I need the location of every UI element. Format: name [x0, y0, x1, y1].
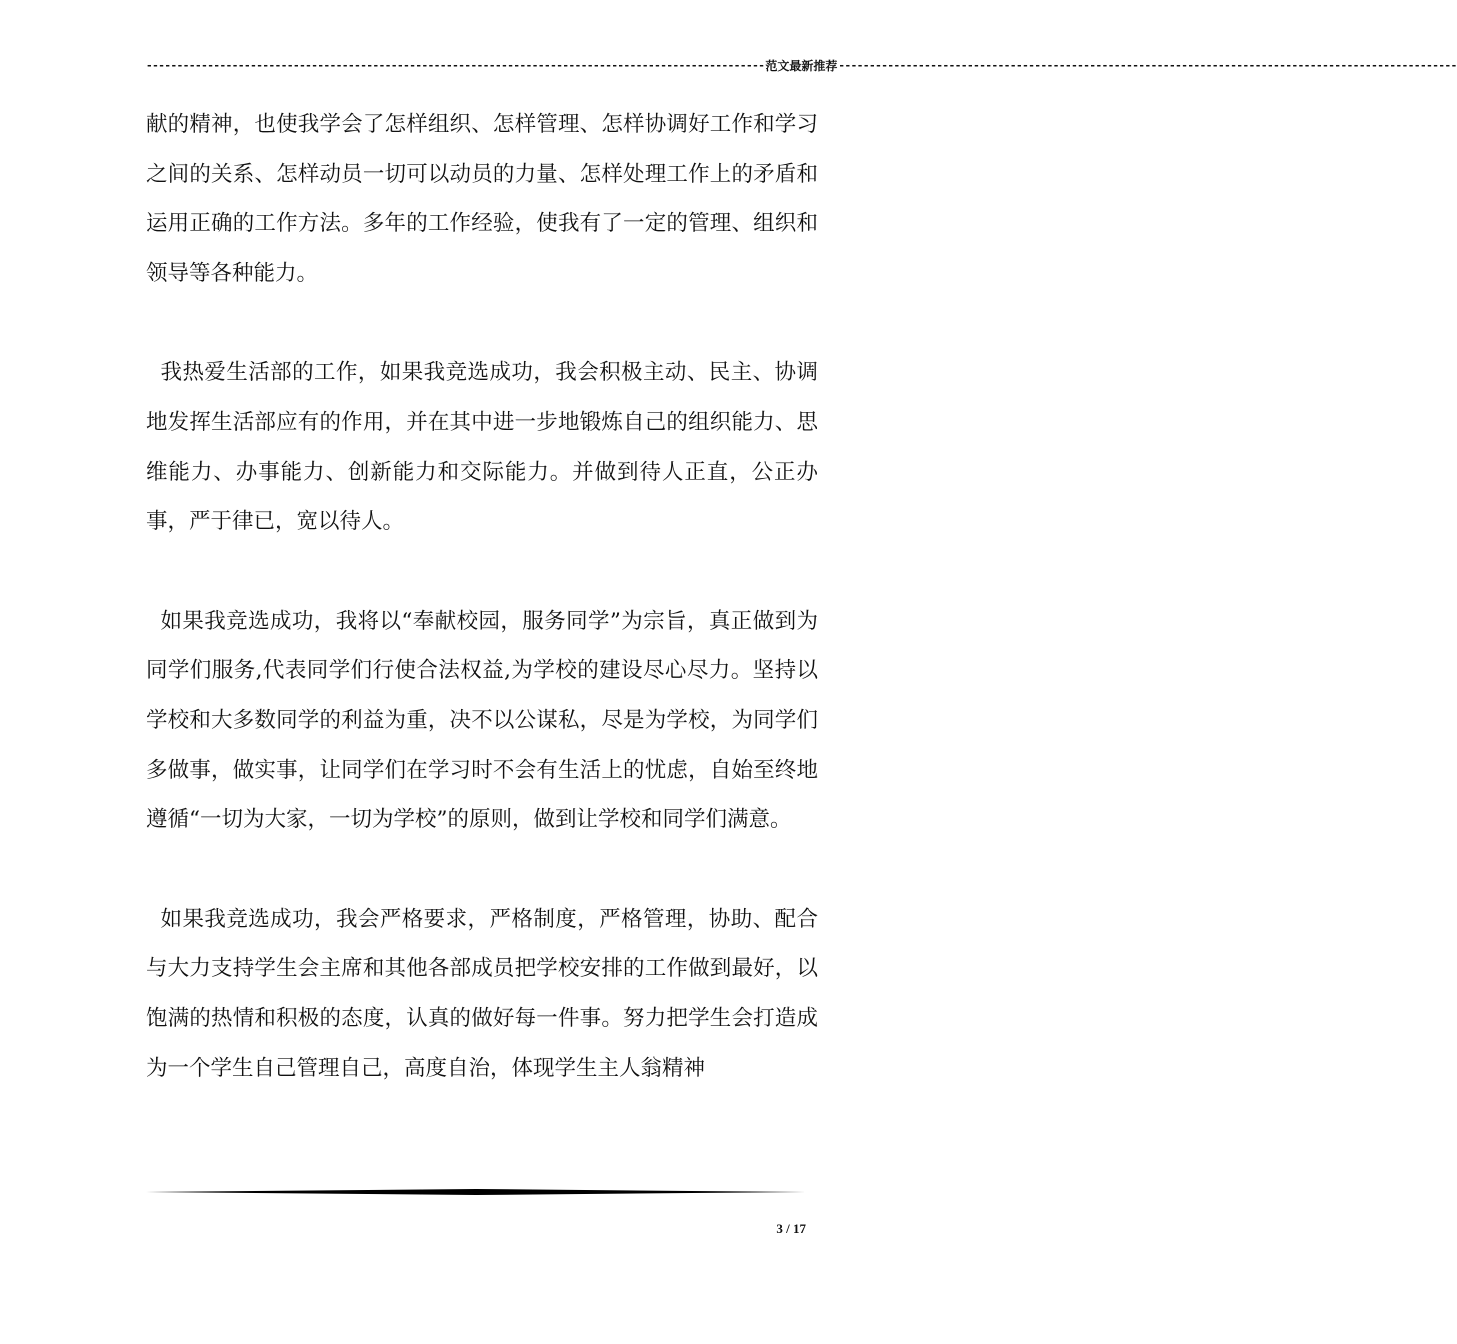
paragraph-gap — [146, 845, 818, 895]
paragraph-4: 如果我竞选成功，我会严格要求，严格制度，严格管理，协助、配合与大力支持学生会主席和其他各部成员把学校安排的工作做到最好，以饱满的热情和积极的态度，认真的做好每一件事。努力把学生会打造成为一个学生自己管理自己，高度自治，体现学生主人翁精神 — [146, 906, 818, 1081]
page-header — [146, 58, 1457, 74]
page-number: 3 / 17 — [776, 1221, 806, 1236]
footer-rule — [146, 1189, 806, 1195]
paragraph-gap — [146, 298, 818, 348]
header-title: 范文最新推荐 — [765, 59, 838, 73]
document-body — [146, 100, 818, 1093]
paragraph-2: 我热爱生活部的工作，如果我竞选成功，我会积极主动、民主、协调地发挥生活部应有的作用，并在其中进一步地锻炼自己的组织能力、思维能力、办事能力、创新能力和交际能力。并做到待人正直，公正办事，严于律已，宽以待人。 — [146, 360, 818, 535]
paragraph-gap — [146, 547, 818, 597]
paragraph-1: 献的精神，也使我学会了怎样组织、怎样管理、怎样协调好工作和学习之间的关系、怎样动员一切可以动员的力量、怎样处理工作上的矛盾和运用正确的工作方法。多年的工作经验，使我有了一定的管理、组织和领导等各种能力。 — [146, 112, 818, 286]
header-right-dashes: ----------------------------------------------------------------------------------------------------- — [838, 59, 1457, 72]
paragraph-3: 如果我竞选成功，我将以“奉献校园，服务同学”为宗旨，真正做到为同学们服务,代表同学们行使合法权益,为学校的建设尽心尽力。坚持以学校和大多数同学的利益为重，决不以公谋私，尽是为学校，为同学们多做事，做实事，让同学们在学习时不会有生活上的忧虑，自始至终地遵循“一切为大家，一切为学校”的原则，做到让学校和同学们满意。 — [146, 608, 818, 833]
header-left-dashes: ----------------------------------------------------------------------------------------------------- — [146, 59, 765, 72]
